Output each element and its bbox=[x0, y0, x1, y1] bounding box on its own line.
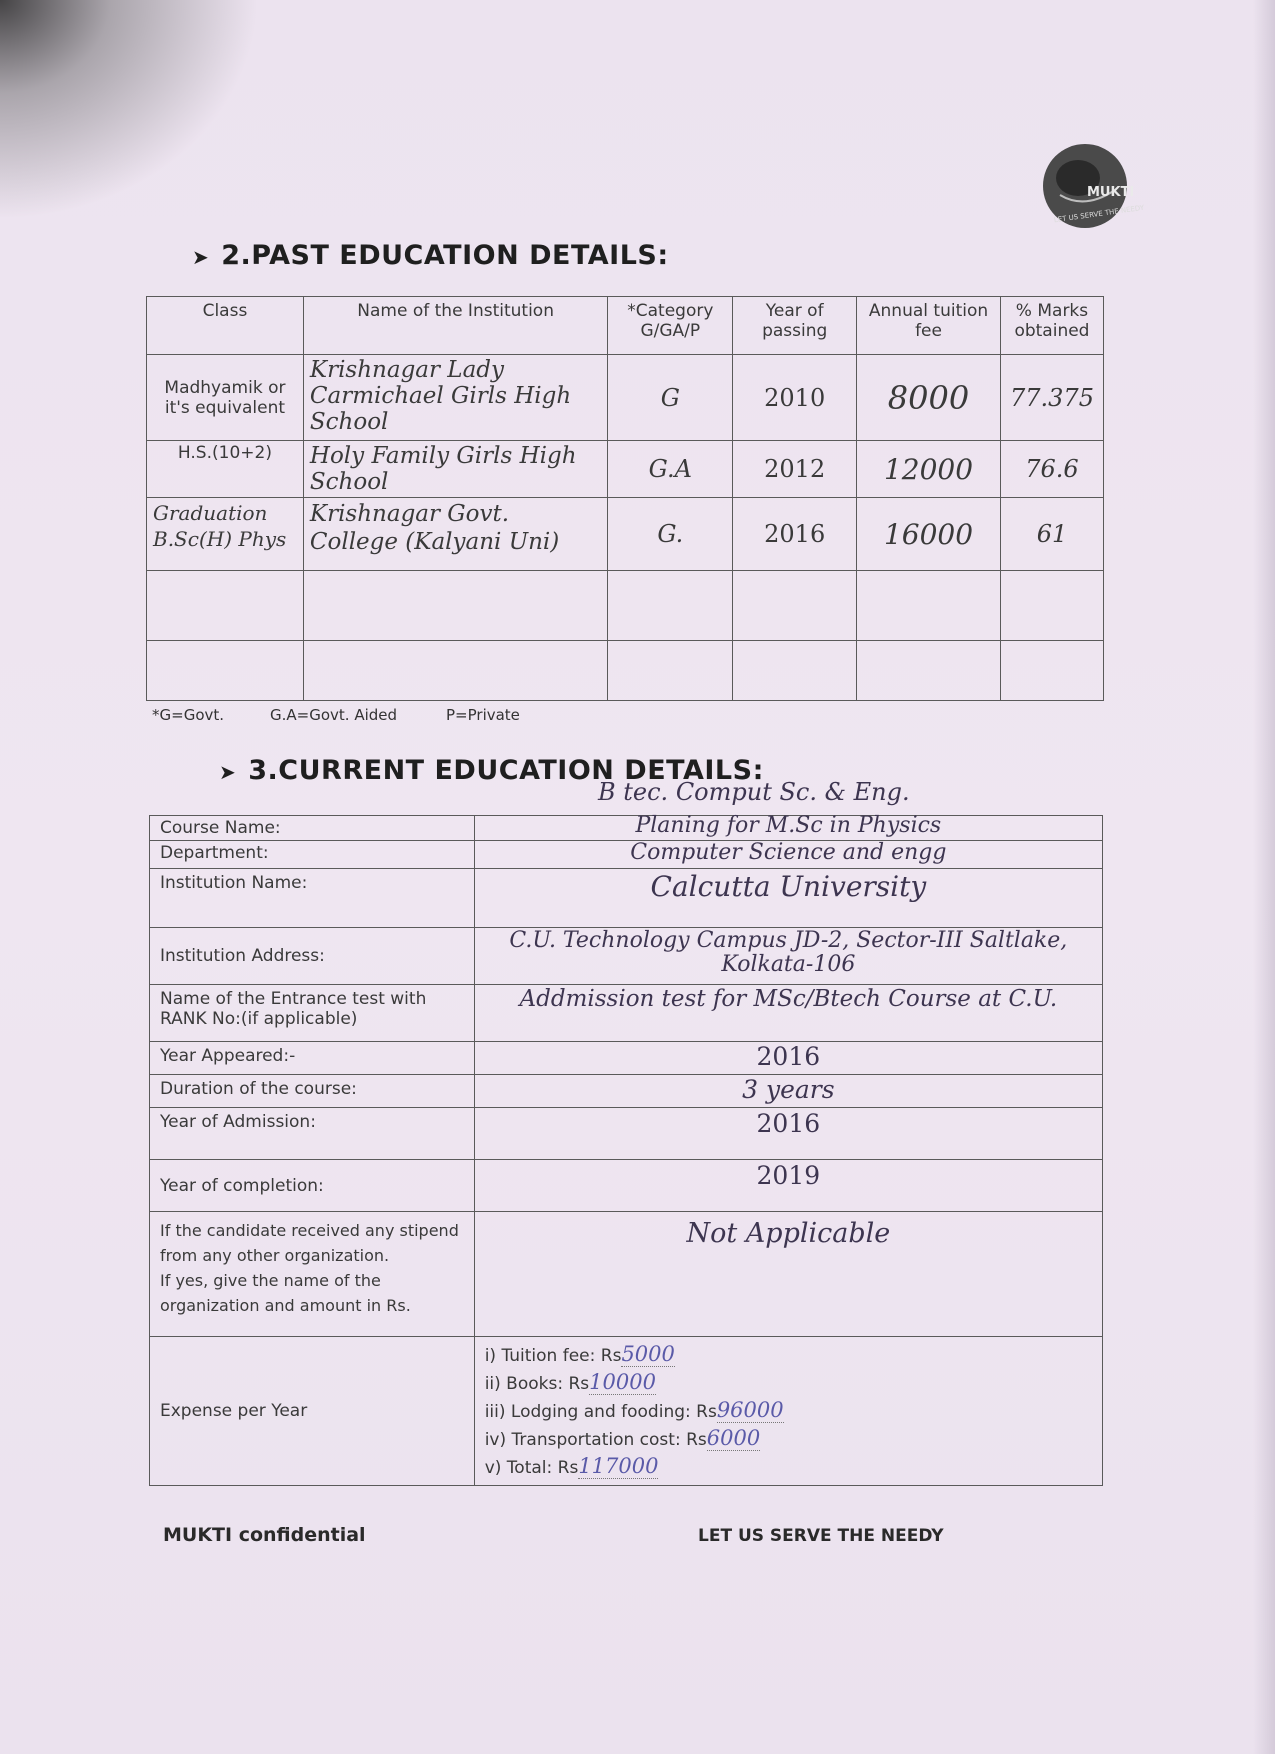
cell-institution: Krishnagar Govt. College (Kalyani Uni) bbox=[303, 498, 607, 571]
value-entrance-test: Addmission test for MSc/Btech Course at C.U. bbox=[474, 985, 1102, 1042]
cell-marks: 77.375 bbox=[1000, 355, 1103, 441]
value-institution-name: Calcutta University bbox=[474, 869, 1102, 928]
expense-books: ii) Books: Rs10000 bbox=[484, 1370, 656, 1394]
table-row bbox=[147, 355, 1104, 441]
expense-lodging: iii) Lodging and fooding: Rs96000 bbox=[484, 1398, 784, 1422]
table-row bbox=[147, 441, 1104, 498]
header-fee: Annual tuition fee bbox=[857, 297, 1001, 355]
label-expense: Expense per Year bbox=[150, 1337, 475, 1486]
expense-transport-value: 6000 bbox=[706, 1426, 761, 1450]
label-course-name: Course Name: bbox=[150, 816, 475, 841]
scan-edge bbox=[1253, 0, 1275, 1754]
legend-govt: *G=Govt. bbox=[152, 706, 225, 724]
cell-institution: Krishnagar Lady Carmichael Girls High School bbox=[303, 355, 607, 441]
table-row-empty bbox=[147, 641, 1104, 701]
footer-tagline: LET US SERVE THE NEEDY bbox=[698, 1526, 944, 1546]
cell-year: 2010 bbox=[733, 355, 857, 441]
scan-shadow bbox=[0, 0, 260, 220]
label-institution-address: Institution Address: bbox=[150, 928, 475, 985]
cell-category: G.A bbox=[608, 441, 733, 498]
value-year-completion: 2019 bbox=[474, 1160, 1102, 1212]
label-duration: Duration of the course: bbox=[150, 1075, 475, 1108]
label-entrance-test: Name of the Entrance test with RANK No:(if applicable) bbox=[150, 985, 475, 1042]
value-stipend: Not Applicable bbox=[474, 1212, 1102, 1337]
value-institution-address: C.U. Technology Campus JD-2, Sector-III Saltlake, Kolkata-106 bbox=[474, 928, 1102, 985]
current-education-title: ➤ 3.CURRENT EDUCATION DETAILS: bbox=[219, 755, 764, 786]
label-year-completion: Year of completion: bbox=[150, 1160, 475, 1212]
header-marks: % Marks obtained bbox=[1000, 297, 1103, 355]
handwritten-annotation: B tec. Comput Sc. & Eng. bbox=[598, 778, 910, 806]
value-year-appeared: 2016 bbox=[474, 1042, 1102, 1075]
footer-confidential: MUKTI confidential bbox=[163, 1524, 366, 1546]
past-education-table bbox=[146, 296, 1104, 701]
current-education-table bbox=[149, 815, 1103, 1486]
label-institution-name: Institution Name: bbox=[150, 869, 475, 928]
expense-tuition: i) Tuition fee: Rs5000 bbox=[484, 1342, 675, 1366]
cell-fee: 12000 bbox=[857, 441, 1001, 498]
expense-transport: iv) Transportation cost: Rs6000 bbox=[484, 1426, 761, 1450]
cell-year: 2012 bbox=[733, 441, 857, 498]
expense-books-value: 10000 bbox=[589, 1370, 656, 1394]
cell-marks: 76.6 bbox=[1000, 441, 1103, 498]
expense-total-value: 117000 bbox=[578, 1454, 659, 1478]
cell-institution: Holy Family Girls High School bbox=[303, 441, 607, 498]
value-year-admission: 2016 bbox=[474, 1108, 1102, 1160]
cell-fee: 8000 bbox=[857, 355, 1001, 441]
cell-category: G bbox=[608, 355, 733, 441]
cell-class: Madhyamik or it's equivalent bbox=[147, 355, 304, 441]
svg-text:MUKTI: MUKTI bbox=[1087, 185, 1135, 200]
value-department: Computer Science and engg bbox=[474, 841, 1102, 869]
value-duration: 3 years bbox=[474, 1075, 1102, 1108]
cell-marks: 61 bbox=[1000, 498, 1103, 571]
cell-fee: 16000 bbox=[857, 498, 1001, 571]
cell-category: G. bbox=[608, 498, 733, 571]
legend-private: P=Private bbox=[446, 706, 520, 724]
expense-tuition-value: 5000 bbox=[621, 1342, 675, 1366]
past-education-title: ➤ 2.PAST EDUCATION DETAILS: bbox=[192, 240, 669, 271]
header-class: Class bbox=[147, 297, 304, 355]
value-course-name: Planing for M.Sc in Physics bbox=[474, 816, 1102, 841]
label-year-admission: Year of Admission: bbox=[150, 1108, 475, 1160]
label-stipend bbox=[150, 1212, 475, 1337]
legend-govt-aided: G.A=Govt. Aided bbox=[270, 706, 398, 724]
header-category: *Category G/GA/P bbox=[608, 297, 733, 355]
cell-class: Graduation B.Sc(H) Phys bbox=[147, 498, 304, 571]
table-row bbox=[147, 498, 1104, 571]
stipend-instruction: If yes, give the name of the organization and amount in Rs. bbox=[160, 1271, 411, 1315]
stipend-question: If the candidate received any stipend from any other organization. bbox=[160, 1221, 459, 1265]
mukti-logo-icon bbox=[1040, 140, 1145, 232]
cell-class: H.S.(10+2) bbox=[147, 441, 304, 498]
expense-breakdown bbox=[474, 1337, 1102, 1486]
expense-lodging-value: 96000 bbox=[716, 1398, 784, 1422]
label-department: Department: bbox=[150, 841, 475, 869]
table-row-empty bbox=[147, 571, 1104, 641]
cell-year: 2016 bbox=[733, 498, 857, 571]
expense-total: v) Total: Rs117000 bbox=[484, 1454, 659, 1478]
svg-text:LET US SERVE THE NEEDY: LET US SERVE THE NEEDY bbox=[1053, 203, 1145, 225]
label-year-appeared: Year Appeared:- bbox=[150, 1042, 475, 1075]
header-institution: Name of the Institution bbox=[303, 297, 607, 355]
header-year: Year of passing bbox=[733, 297, 857, 355]
